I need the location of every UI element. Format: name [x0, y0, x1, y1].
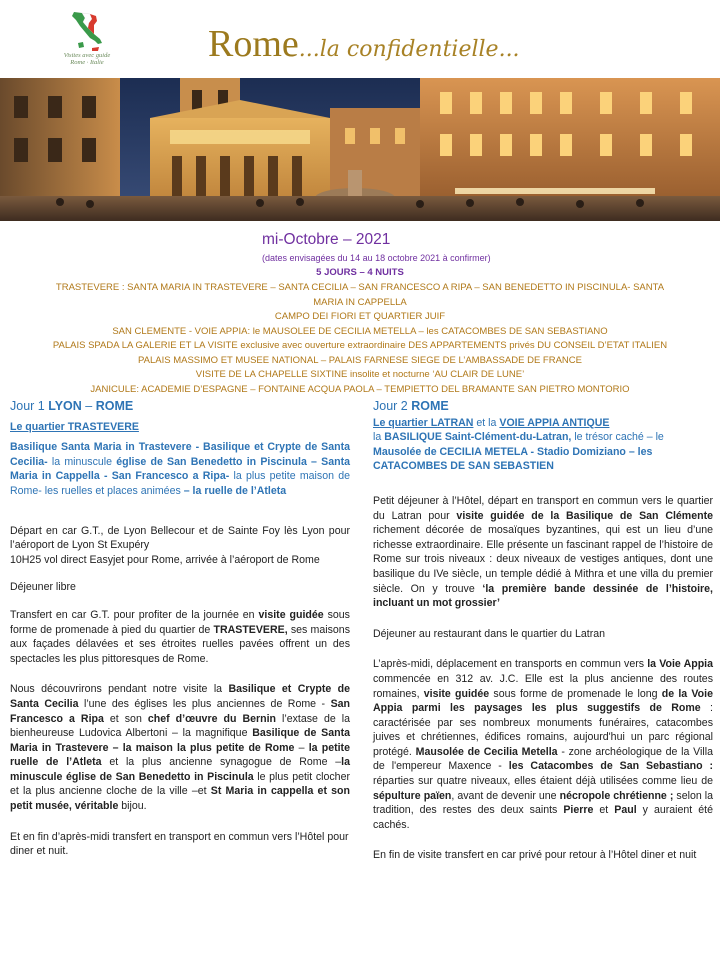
- program-line: PALAIS MASSIMO ET MUSEE NATIONAL – PALAIS FARNESE SIEGE DE L’AMBASSADE DE FRANCE: [138, 354, 582, 366]
- route-separator: –: [85, 399, 93, 413]
- day-2-heading: [373, 399, 713, 414]
- day-1-lunch: Déjeuner libre: [10, 581, 76, 594]
- title-sub: ...la confidentielle...: [298, 37, 520, 62]
- day-2-afternoon: L’après-midi, déplacement en transports en commun vers la Voie Appia commencée en 312 av. J.C. Elle est la plus ancienne des routes romaines, visite guidée sous forme de promenade le long de la Voie Appia parmi les paysages les plus suggestifs de Rome : caractérisée par ses nombreux monuments funéraires, catacombes juives et chrétiennes, édifices romains, aujourd'hui un parc régional protégé. Mausolée de Cecilia Metella - zone archéologique de la Villa de l'empereur Maxence - les Catacombes de San Sebastiano : réparties sur quatre niveaux, elles étaient déjà utilisées comme lieu de sépulture païen, avant de devenir une nécropole chrétienne ; selon la tradition, des restes des deux saints Pierre et Paul y auraient été cachés.: [373, 658, 714, 831]
- day-2-highlights: la BASILIQUE Saint-Clément-du-Latran, le trésor caché – le Mausolée de CECILIA METELA - Stadio Domiziano – les CATACOMBES DE SAN SEBASTIEN: [373, 431, 664, 473]
- logo: [52, 10, 122, 72]
- day-1-subtitle: Le quartier TRASTEVERE: [10, 420, 139, 433]
- route-destination: ROME: [95, 399, 134, 413]
- banner-photo-trastevere: [0, 78, 720, 221]
- page-title: [208, 22, 520, 66]
- day-1-departure: Départ en car G.T., de Lyon Bellecour et de Sainte Foy lès Lyon pour l’aéroport de Lyon St Exupéry 10H25 vol direct Easyjet pour Rome, arrivée à l’aéroport de Rome: [10, 524, 350, 566]
- day-1-visit: Nous découvrirons pendant notre visite la Basilique et Crypte de Santa Cecilia l’une des églises les plus anciennes de Rome - San Francesco a Ripa et son chef d’œuvre du Bernin l’extase de la bienheureuse Ludovica Albertoni – la magnifique Basilique de Santa Maria in Trastevere – la maison la plus petite de Rome – la petite ruelle de l’Atleta et la plus ancienne synagogue de Rome –la minuscule église de San Benedetto in Piscinula le plus petit clocher et la plus ancienne cloche de la ville –et St Maria in cappella et son petit musée, véritable bijou.: [10, 683, 351, 813]
- program-line: CAMPO DEI FIORI ET QUARTIER JUIF: [274, 311, 446, 322]
- program-line: JANICULE: ACADEMIE D’ESPAGNE – FONTAINE ACQUA PAOLA – TEMPIETTO DEL BRAMANTE SAN PIETRO MONTORIO: [90, 383, 630, 395]
- program-summary: [40, 281, 680, 397]
- day-label: Jour 2: [373, 399, 408, 413]
- route-destination: ROME: [411, 399, 449, 413]
- day-2-morning: Petit déjeuner à l’Hôtel, départ en transport en commun vers le quartier du Latran pour visite guidée de la Basilique de San Clémente richement décorée de mosaïques byzantines, qui est un lieu d’une richesse extraordinaire. Elle présente un fascinant rappel de l’histoire de Rome sur trois niveaux : deux niveaux de vestiges antiques, dont une basilique du IVe siècle, un temple dédié à Mithra et une villa du premier siècle. On y trouve ‘la première bande dessinée de l’histoire, incluant un mot grossier’: [373, 494, 714, 610]
- title-main: Rome: [208, 23, 299, 65]
- day-2-column: [373, 399, 713, 863]
- program-line: PALAIS SPADA LA GALERIE ET LA VISITE exclusive avec ouverture extraordinaire DES APPARTEMENTS privés DU CONSEIL D’ETAT ITALIEN: [52, 340, 668, 351]
- day-1-heading: [10, 399, 350, 414]
- trip-dates-note: (dates envisagées du 14 au 18 octobre 2021 à confirmer): [262, 253, 491, 263]
- day-1-transfer: Transfert en car G.T. pour profiter de la journée en visite guidée sous forme de promenade à pied du quartier de TRASTEVERE, ses maisons aux façades délavées et ses étroites ruelles pavées offrent un des spectacles les plus pittoresques de Rome.: [10, 608, 350, 665]
- trip-date: mi-Octobre – 2021: [262, 231, 391, 248]
- route-origin: LYON: [48, 399, 82, 413]
- trip-duration: 5 JOURS – 4 NUITS: [316, 267, 404, 278]
- logo-line-2: Rome · Italie: [70, 59, 104, 66]
- day-2-evening: En fin de visite transfert en car privé pour retour à l’Hôtel diner et nuit: [373, 849, 697, 862]
- program-line: VISITE DE LA CHAPELLE SIXTINE insolite et nocturne ‘AU CLAIR DE LUNE’: [195, 369, 525, 380]
- day-label: Jour 1: [10, 399, 45, 413]
- program-line: TRASTEVERE : SANTA MARIA IN TRASTEVERE – SANTA CECILIA – SAN FRANCESCO A RIPA – SAN BENEDETTO IN PISCINULA- SANTA MARIA IN CAPPELLA: [55, 282, 665, 308]
- program-line: SAN CLEMENTE - VOIE APPIA: le MAUSOLEE DE CECILIA METELLA – les CATACOMBES DE SAN SEBASTIANO: [112, 325, 608, 337]
- day-2-lunch: Déjeuner au restaurant dans le quartier du Latran: [373, 627, 606, 640]
- day-2-subtitle: Le quartier LATRAN et la VOIE APPIA ANTIQUE: [373, 416, 610, 429]
- logo-line-1: Visites avec guide: [63, 52, 111, 59]
- day-1-column: [10, 399, 350, 859]
- day-1-highlights: Basilique Santa Maria in Trastevere - Basilique et Crypte de Santa Cecilia- la minuscule église de San Benedetto in Piscinula – Santa Maria in Cappella - San Francesco a Ripa- la plus petite maison de Rome- les ruelles et places animées – la ruelle de l’Atleta: [10, 441, 350, 497]
- day-1-evening: Et en fin d’après-midi transfert en transport en commun vers l’Hôtel pour diner et nuit.: [10, 830, 349, 858]
- italy-flag-map-icon: [52, 10, 122, 54]
